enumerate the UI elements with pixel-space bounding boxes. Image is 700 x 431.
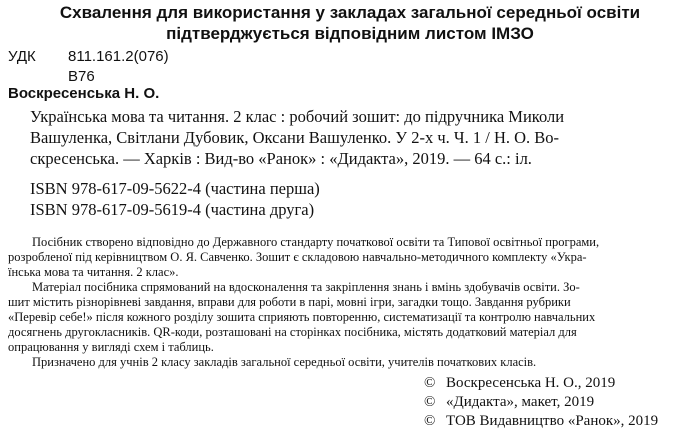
copyright-block bbox=[424, 374, 658, 431]
copyright-text: Воскресенська Н. О., 2019 bbox=[446, 375, 616, 391]
abstract-line: Посібник створено відповідно до Державного стандарту початкової освіти та Типової освітньої програми, bbox=[32, 235, 600, 249]
udk-code bbox=[8, 48, 169, 66]
biblio-line: Вашуленка, Світлани Дубовик, Оксани Вашуленко. У 2-х ч. Ч. 1 / Н. О. Во- bbox=[30, 128, 560, 147]
copyright-line bbox=[424, 412, 658, 431]
udk-label: УДК bbox=[8, 48, 36, 65]
copyright-icon: © bbox=[424, 413, 436, 429]
abstract-line: Призначено для учнів 2 класу закладів загальної середньої освіти, учителів початкових класів. bbox=[32, 355, 537, 369]
abstract-line: Матеріал посібника спрямований на вдосконалення та закріплення знань і вмінь здобувачів освіти. Зо- bbox=[32, 280, 580, 294]
abstract bbox=[8, 235, 692, 370]
abstract-line: досягнень другокласників. QR-коди, розташовані на сторінках посібника, містять додатковий матеріал для bbox=[8, 325, 577, 339]
copyright-text: «Дидакта», макет, 2019 bbox=[446, 394, 595, 410]
copyright-text: ТОВ Видавництво «Ранок», 2019 bbox=[446, 413, 659, 429]
copyright-icon: © bbox=[424, 394, 436, 410]
copyright-line bbox=[424, 374, 658, 393]
abstract-line: розробленої під керівництвом О. Я. Савченко. Зошит є складовою навчально-методичного комплекту «Укра- bbox=[8, 250, 587, 264]
approval-line-2: підтверджується відповідним листом ІМЗО bbox=[166, 24, 534, 43]
abstract-line: шит містить різнорівневі завдання, вправи для роботи в парі, мовні ігри, загадки тощо. Завдання рубрики bbox=[8, 295, 571, 309]
abstract-line: «Перевір себе!» після кожного розділу зошита сприяють повторенню, систематизації та контролю навчальних bbox=[8, 310, 596, 324]
copyright-line bbox=[424, 393, 658, 412]
bbk-code: В76 bbox=[68, 68, 95, 85]
abstract-line: їнська мова та читання. 2 клас». bbox=[8, 265, 179, 279]
copyright-icon: © bbox=[424, 375, 436, 391]
udk-value: 811.161.2(076) bbox=[68, 48, 169, 65]
approval-notice bbox=[0, 2, 700, 44]
abstract-line: опрацювання у вигляді схем і таблиць. bbox=[8, 340, 214, 354]
biblio-line: скресенська. — Харків : Вид-во «Ранок» : «Дидакта», 2019. — 64 с.: іл. bbox=[30, 149, 532, 168]
isbn-part-1: ISBN 978-617-09-5622-4 (частина перша) bbox=[30, 179, 320, 198]
isbn-block bbox=[30, 178, 320, 220]
approval-line-1: Схвалення для використання у закладах загальної середньої освіти bbox=[59, 3, 641, 22]
biblio-line: Українська мова та читання. 2 клас : робочий зошит: до підручника Миколи bbox=[30, 107, 565, 126]
isbn-part-2: ISBN 978-617-09-5619-4 (частина друга) bbox=[30, 200, 315, 219]
bibliographic-description bbox=[30, 106, 690, 169]
author-heading: Воскресенська Н. О. bbox=[8, 85, 160, 102]
